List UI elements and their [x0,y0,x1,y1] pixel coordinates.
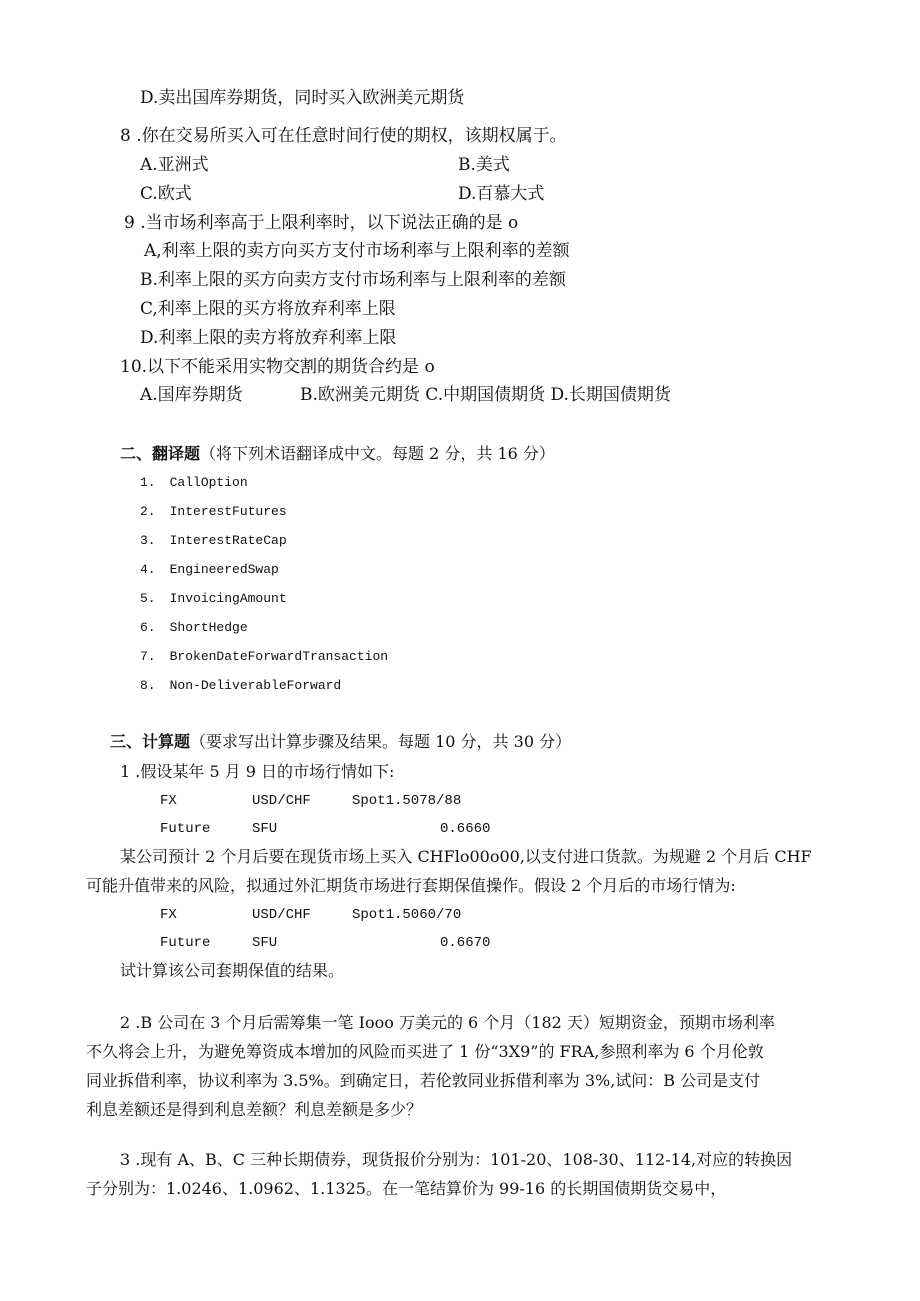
q10-stem: 10.以下不能采用实物交割的期货合约是 o [120,357,435,377]
p1-stem: 1 .假设某年 5 月 9 日的市场行情如下: [120,762,395,781]
section3-title [110,732,571,751]
q10-options-bcd: B.欧洲美元期货 C.中期国债期货 D.长期国债期货 [300,385,671,405]
q8-option-a: A.亚洲式 [140,155,209,175]
q9-option-c: C,利率上限的买方将放弃利率上限 [140,299,396,319]
p1-table1-row: FX [160,793,177,809]
p3-line2: 子分别为：1.0246、1.0962、1.1325。在一笔结算价为 99-16 的长期国债期货交易中， [86,1179,727,1198]
p1-table2-cell: SFU [252,935,278,951]
p1-table1-cell: Spot1.5078/88 [352,793,462,809]
q10-option-a: A.国库券期货 [140,385,243,405]
term-item: 8. Non-DeliverableForward [140,678,342,693]
q9-option-b: B.利率上限的买方向卖方支付市场利率与上限利率的差额 [140,270,566,290]
p1-table2-cell: USD/CHF [252,907,311,923]
q8-option-b: B.美式 [458,155,510,175]
term-item: 2. InterestFutures [140,504,287,519]
q7-option-d: D.卖出国库券期货，同时买入欧洲美元期货 [140,88,465,108]
q9-stem: 9 .当市场利率高于上限利率时，以下说法正确的是 o [124,213,519,233]
p1-table2-row: Future [160,935,211,951]
p2-line1: 2 .B 公司在 3 个月后需筹集一笔 Iooo 万美元的 6 个月（182 天）短期资金，预期市场利率 [120,1013,775,1032]
q8-option-d: D.百慕大式 [458,184,545,204]
term-item: 5. InvoicingAmount [140,591,287,606]
term-item: 1. CallOption [140,475,248,490]
p1-table2-cell: Spot1.5060/70 [352,907,462,923]
p2-line3: 同业拆借利率，协议利率为 3.5%。到确定日，若伦敦同业拆借利率为 3%,试问：B 公司是支付 [86,1071,761,1090]
q9-option-d: D.利率上限的卖方将放弃利率上限 [140,328,397,348]
p3-line1: 3 .现有 A、B、C 三种长期债券，现货报价分别为：101-20、108-30、112-14,对应的转换因 [120,1150,793,1169]
q8-option-c: C.欧式 [140,184,192,204]
q9-option-a: A,利率上限的卖方向买方支付市场利率与上限利率的差额 [144,241,570,261]
p1-para-line2: 可能升值带来的风险，拟通过外汇期货市场进行套期保值操作。假设 2 个月后的市场行情为: [86,876,736,895]
p1-ask: 试计算该公司套期保值的结果。 [120,961,345,980]
section3-title-rest: （要求写出计算步骤及结果。每题 10 分，共 30 分） [190,732,572,751]
section2-title [120,444,555,463]
section3-title-bold: 三、计算题 [110,732,191,751]
p2-line4: 利息差额还是得到利息差额？利息差额是多少？ [86,1100,423,1119]
term-item: 4. EngineeredSwap [140,562,279,577]
q8-stem: 8 .你在交易所买入可在任意时间行使的期权，该期权属于。 [120,126,567,146]
p1-table1-row: Future [160,821,211,837]
term-item: 7. BrokenDateForwardTransaction [140,649,389,664]
p2-line2: 不久将会上升，为避免筹资成本增加的风险而买进了 1 份“3X9”的 FRA,参照利率为 6 个月伦敦 [86,1042,764,1061]
p1-table1-cell: SFU [252,821,278,837]
p1-table1-cell: USD/CHF [252,793,311,809]
p1-table2-cell: 0.6670 [440,935,491,951]
p1-table2-row: FX [160,907,177,923]
section2-title-rest: （将下列术语翻译成中文。每题 2 分，共 16 分） [200,444,555,463]
p1-para-line1: 某公司预计 2 个月后要在现货市场上买入 CHFlo00o00,以支付进口货款。为规避 2 个月后 CHF [120,847,812,866]
term-item: 3. InterestRateCap [140,533,287,548]
term-item: 6. ShortHedge [140,620,248,635]
p1-table1-cell: 0.6660 [440,821,491,837]
section2-title-bold: 二、翻译题 [120,444,201,463]
